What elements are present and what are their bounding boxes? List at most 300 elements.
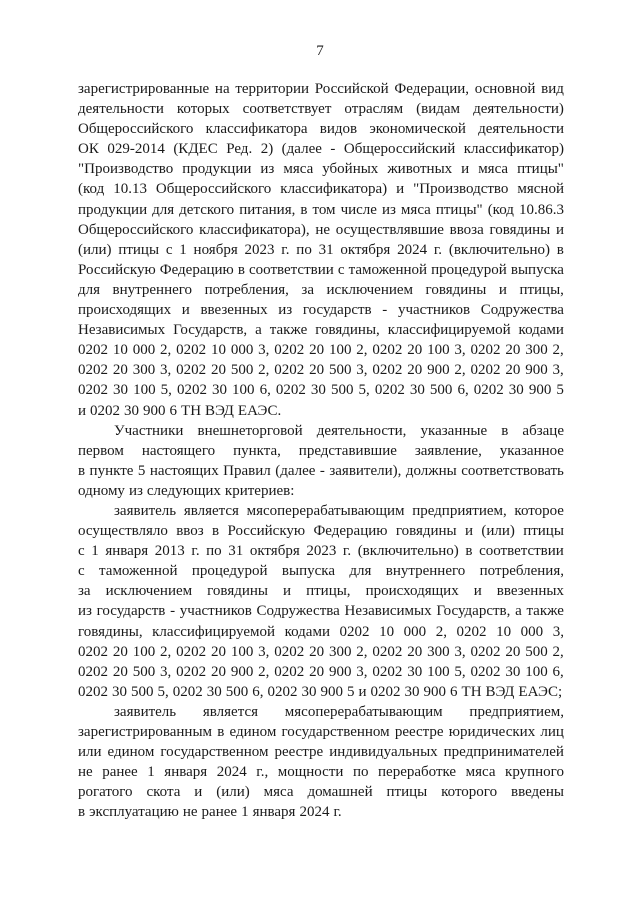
word: 0202 bbox=[372, 643, 403, 660]
word: 5, bbox=[454, 663, 466, 680]
word: 30 bbox=[409, 382, 425, 399]
text-line bbox=[78, 99, 564, 119]
word: юридических bbox=[448, 724, 536, 740]
word: птицы, bbox=[519, 281, 564, 298]
word: (далее bbox=[281, 141, 322, 158]
word: участников bbox=[397, 302, 471, 319]
word: исключением bbox=[326, 281, 414, 298]
word: мяса bbox=[263, 784, 294, 801]
word: и bbox=[283, 583, 292, 600]
word: участников bbox=[179, 603, 252, 620]
word: ноября bbox=[193, 241, 238, 258]
text-line bbox=[78, 642, 564, 662]
word: 6, bbox=[259, 382, 271, 399]
text-line bbox=[78, 260, 564, 280]
text-line bbox=[78, 320, 564, 340]
word: 2, bbox=[435, 623, 447, 640]
word: питания, bbox=[239, 201, 296, 218]
word: внешнеторговой bbox=[197, 422, 303, 439]
word: из bbox=[128, 482, 143, 499]
word: классификатора) bbox=[280, 181, 388, 198]
word: 2024 bbox=[299, 804, 330, 821]
word: а bbox=[515, 603, 522, 620]
word: по bbox=[352, 764, 369, 781]
word: 0202 bbox=[339, 623, 370, 640]
word: говядины bbox=[207, 583, 268, 600]
word: из bbox=[278, 302, 293, 319]
word: государств bbox=[302, 302, 372, 319]
word: видов bbox=[319, 121, 358, 138]
word: ЕАЭС. bbox=[237, 402, 282, 419]
word: 0202 bbox=[470, 342, 501, 359]
word: за bbox=[301, 281, 315, 298]
word: ввезенных bbox=[200, 302, 268, 319]
word: соответствии bbox=[479, 543, 564, 560]
word: 0202 bbox=[176, 362, 207, 379]
word: 0202 bbox=[372, 362, 403, 379]
text-line bbox=[78, 802, 564, 822]
word: 20 bbox=[309, 643, 325, 660]
word: 0202 bbox=[275, 382, 306, 399]
word: в bbox=[78, 804, 86, 821]
word: и bbox=[181, 302, 190, 319]
word: 20 bbox=[505, 362, 521, 379]
word: Российскую bbox=[227, 523, 306, 540]
word: 500 bbox=[225, 683, 249, 700]
word: кодами bbox=[518, 322, 564, 339]
word: Правил bbox=[223, 462, 271, 479]
word: и bbox=[555, 221, 564, 238]
word: ТН bbox=[461, 683, 482, 700]
word: соответствовать bbox=[461, 462, 564, 479]
word: Российскую bbox=[78, 261, 156, 278]
word: (или) bbox=[78, 241, 112, 258]
word: выпуска bbox=[281, 563, 335, 580]
word: г. bbox=[342, 543, 352, 560]
word: государственном bbox=[160, 744, 269, 761]
word: 0202 bbox=[176, 382, 207, 399]
text-line bbox=[78, 682, 564, 702]
word: числе bbox=[340, 201, 377, 218]
text-line bbox=[78, 421, 564, 441]
word: 5, bbox=[358, 382, 370, 399]
text-line bbox=[78, 179, 564, 199]
word: таможенной bbox=[99, 563, 178, 580]
word: 1 bbox=[241, 804, 249, 821]
word: 0202 bbox=[172, 683, 203, 700]
word: "Производство bbox=[413, 181, 509, 198]
word: том bbox=[312, 201, 336, 218]
text-line bbox=[78, 380, 564, 400]
word: ВЭД bbox=[485, 683, 515, 700]
word: с bbox=[165, 241, 173, 258]
word: 0202 bbox=[78, 382, 108, 399]
word: 3, bbox=[552, 362, 564, 379]
word: и bbox=[194, 784, 203, 801]
word: в bbox=[501, 422, 509, 439]
word: выпуска bbox=[510, 261, 564, 278]
page-number: 7 bbox=[316, 43, 324, 59]
word: 000 bbox=[132, 342, 156, 359]
word: 0202 bbox=[274, 342, 305, 359]
text-line bbox=[78, 139, 564, 159]
word: следующих bbox=[146, 482, 221, 499]
word: по bbox=[206, 543, 222, 560]
word: критериев: bbox=[224, 482, 295, 499]
word: 0202 bbox=[473, 382, 504, 399]
word: деятельности, bbox=[316, 422, 407, 439]
word: заявители), bbox=[329, 462, 402, 479]
word: 900 bbox=[525, 362, 548, 379]
word: из bbox=[260, 161, 275, 178]
word: ввоз bbox=[176, 523, 204, 540]
word: 0202 bbox=[176, 342, 207, 359]
word: 10 bbox=[210, 342, 226, 359]
word: 3, bbox=[258, 643, 270, 660]
word: для bbox=[152, 201, 175, 218]
text-line bbox=[78, 119, 564, 139]
word: 20 bbox=[112, 643, 128, 660]
word: (включительно) bbox=[448, 241, 550, 258]
word: отраслям bbox=[344, 101, 404, 118]
word: 300 bbox=[427, 643, 450, 660]
word: классификатора bbox=[205, 121, 308, 138]
word: Общероссийский bbox=[343, 141, 456, 158]
word: также bbox=[269, 322, 308, 339]
text-line bbox=[78, 762, 564, 782]
word: продукции bbox=[78, 201, 148, 218]
word: г. bbox=[333, 804, 342, 821]
word: 100 bbox=[132, 643, 156, 660]
word: ОК bbox=[78, 141, 99, 158]
word: классифицируемой bbox=[387, 322, 511, 339]
text-line bbox=[78, 159, 564, 179]
word: 20 bbox=[112, 663, 128, 680]
text-line bbox=[78, 200, 564, 220]
word: 0202 bbox=[274, 663, 305, 680]
word: 0202 bbox=[176, 663, 207, 680]
word: 300 bbox=[525, 342, 548, 359]
word: г. bbox=[281, 241, 290, 258]
word: едином bbox=[107, 744, 155, 761]
word: 029-2014 bbox=[107, 141, 165, 158]
word: исключением bbox=[105, 583, 193, 600]
text-line bbox=[78, 300, 564, 320]
text-line bbox=[78, 581, 564, 601]
word: 000 bbox=[230, 342, 254, 359]
text-line bbox=[78, 340, 564, 360]
word: 6, bbox=[552, 663, 564, 680]
word: внутреннего bbox=[112, 281, 193, 298]
word: Независимых bbox=[78, 322, 166, 339]
word: 000 bbox=[520, 623, 544, 640]
word: которого bbox=[441, 784, 498, 801]
word: Федерацию bbox=[159, 261, 234, 278]
word: указанные bbox=[420, 422, 488, 439]
word: 900 bbox=[143, 402, 166, 419]
word: 3, bbox=[258, 342, 270, 359]
word: 100 bbox=[427, 342, 450, 359]
word: 500 bbox=[328, 362, 352, 379]
word: 5 bbox=[137, 462, 146, 479]
word: 0202 bbox=[470, 663, 501, 680]
word: птицы bbox=[118, 241, 160, 258]
word: домашней bbox=[307, 784, 373, 801]
word: 500 bbox=[131, 683, 154, 700]
word: из bbox=[381, 201, 396, 218]
word: в bbox=[556, 241, 564, 258]
word: которых bbox=[176, 101, 230, 118]
word: 3, bbox=[160, 663, 172, 680]
word: реестре bbox=[394, 724, 444, 740]
word: потребления, bbox=[479, 563, 564, 580]
word: Общероссийского bbox=[155, 181, 272, 198]
word: и bbox=[396, 181, 405, 198]
word: по bbox=[296, 241, 312, 258]
word: 900 bbox=[320, 683, 343, 700]
word: 3, bbox=[454, 643, 466, 660]
word: Федерацию bbox=[313, 523, 388, 540]
word: 1 bbox=[91, 543, 99, 560]
word: 10 bbox=[112, 342, 128, 359]
word: 500 bbox=[132, 663, 156, 680]
word: Государств, bbox=[173, 322, 248, 339]
word: мяса bbox=[400, 201, 431, 218]
word: (код bbox=[78, 181, 105, 198]
word: 20 bbox=[407, 643, 423, 660]
word: процедурой bbox=[431, 261, 507, 278]
word: в bbox=[78, 462, 86, 479]
word: 30 bbox=[206, 683, 222, 700]
word: 31 bbox=[318, 241, 334, 258]
word: и bbox=[498, 281, 507, 298]
word: 100 bbox=[427, 663, 450, 680]
word: г. bbox=[191, 543, 200, 560]
text-line bbox=[78, 722, 564, 742]
word: 20 bbox=[309, 362, 325, 379]
word: для bbox=[349, 563, 372, 580]
word: 5, bbox=[157, 683, 169, 700]
word: 900 bbox=[423, 683, 447, 700]
word: 2023 bbox=[306, 543, 337, 560]
word: соответствует bbox=[242, 101, 332, 118]
word: не bbox=[182, 804, 198, 821]
word: не bbox=[315, 221, 331, 238]
word: 30 bbox=[505, 663, 521, 680]
word: (видам bbox=[416, 101, 461, 118]
word: (или) bbox=[216, 784, 250, 801]
word: января bbox=[164, 764, 208, 781]
word: Российской bbox=[314, 81, 389, 97]
word: (КДЕС bbox=[173, 141, 218, 158]
word: первом bbox=[78, 442, 124, 459]
word: 1 bbox=[179, 241, 187, 258]
word: 30 bbox=[124, 402, 140, 419]
word: предприятием, bbox=[412, 502, 507, 519]
word: представившие bbox=[298, 442, 397, 459]
word: 2, bbox=[160, 643, 172, 660]
text-line bbox=[78, 240, 564, 260]
word: мяса bbox=[478, 161, 509, 178]
word: и bbox=[78, 402, 87, 419]
word: (далее bbox=[275, 462, 316, 479]
word: - bbox=[170, 603, 176, 620]
word: происходящих bbox=[365, 583, 459, 600]
text-line bbox=[78, 401, 564, 421]
word: эксплуатацию bbox=[89, 804, 179, 821]
word: 20 bbox=[505, 643, 521, 660]
word: 0202 bbox=[176, 643, 207, 660]
word: зарегистрированным bbox=[78, 724, 213, 740]
word: 0202 bbox=[78, 362, 108, 379]
word: 0202 bbox=[274, 643, 305, 660]
word: деятельности bbox=[478, 121, 564, 138]
word: 100 bbox=[232, 382, 255, 399]
text-line bbox=[78, 79, 564, 99]
word: территории bbox=[235, 81, 309, 97]
word: января bbox=[252, 804, 296, 821]
word: классификатор) bbox=[463, 141, 564, 158]
word: в bbox=[465, 543, 473, 560]
word: ЕАЭС; bbox=[518, 683, 563, 700]
word: ввоза bbox=[449, 221, 484, 238]
word: потребления, bbox=[204, 281, 289, 298]
document-body bbox=[78, 79, 564, 822]
word: 0202 bbox=[372, 342, 403, 359]
word: 2, bbox=[258, 663, 270, 680]
text-line bbox=[78, 662, 564, 682]
word: мяса bbox=[283, 161, 314, 178]
word: 20 bbox=[407, 362, 423, 379]
word: говядины, bbox=[78, 623, 143, 640]
word: 0202 bbox=[374, 382, 405, 399]
word: 30 bbox=[113, 382, 129, 399]
word: ранее bbox=[201, 804, 238, 821]
word: настоящего bbox=[141, 442, 216, 459]
word: государств bbox=[96, 603, 166, 620]
word: октября bbox=[340, 241, 391, 258]
word: 2023 bbox=[244, 241, 275, 258]
word: переработке bbox=[378, 764, 457, 781]
word: зарегистрированные bbox=[78, 81, 210, 97]
word: 500 bbox=[429, 382, 453, 399]
word: 30 bbox=[404, 683, 420, 700]
word: 0202 bbox=[267, 683, 298, 700]
word: птицы, bbox=[306, 583, 351, 600]
word: таможенной bbox=[348, 261, 428, 278]
word: экономической bbox=[369, 121, 466, 138]
word: 500 bbox=[525, 643, 548, 660]
word: и bbox=[358, 683, 367, 700]
word: 0202 bbox=[456, 623, 487, 640]
word: деятельности bbox=[78, 101, 164, 118]
word: заявитель bbox=[114, 703, 177, 720]
word: абзаце bbox=[522, 422, 564, 439]
word: 5 bbox=[347, 683, 355, 700]
word: 30 bbox=[301, 683, 317, 700]
word: птицы" bbox=[517, 161, 564, 178]
word: настоящих bbox=[149, 462, 219, 479]
word: происходящих bbox=[78, 302, 172, 319]
word: с bbox=[337, 261, 345, 278]
word: мощности bbox=[277, 764, 344, 781]
word: индивидуальных bbox=[329, 744, 438, 761]
word: 30 bbox=[112, 683, 127, 700]
word: 30 bbox=[211, 382, 227, 399]
word: 30 bbox=[310, 382, 326, 399]
word: которое bbox=[514, 502, 564, 519]
word: 100 bbox=[328, 342, 352, 359]
word: Ред. bbox=[226, 141, 253, 158]
word: 0202 bbox=[274, 362, 305, 379]
word: внутреннего bbox=[385, 563, 466, 580]
word: указанное bbox=[499, 442, 564, 459]
word: и bbox=[473, 583, 482, 600]
text-line bbox=[78, 561, 564, 581]
text-line bbox=[78, 501, 564, 521]
text-line bbox=[78, 441, 564, 461]
word: 2024 bbox=[397, 241, 428, 258]
word: и bbox=[461, 161, 470, 178]
word: говядины bbox=[489, 221, 551, 238]
word: говядины bbox=[425, 281, 487, 298]
word: 20 bbox=[112, 362, 128, 379]
word: 3, bbox=[454, 342, 466, 359]
word: с bbox=[78, 563, 85, 580]
word: пункта, bbox=[233, 442, 281, 459]
word: 900 bbox=[427, 362, 450, 379]
word: 0202 bbox=[370, 683, 401, 700]
word: едином bbox=[229, 724, 277, 740]
word: за bbox=[78, 583, 91, 600]
word: детского bbox=[179, 201, 235, 218]
word: 20 bbox=[309, 342, 325, 359]
word: 0202 bbox=[470, 643, 501, 660]
word: 000 bbox=[403, 623, 427, 640]
text-line bbox=[78, 280, 564, 300]
word: предпринимателей bbox=[443, 744, 564, 761]
text-line bbox=[78, 702, 564, 722]
word: классификатора), bbox=[199, 221, 310, 238]
word: 100 bbox=[230, 643, 254, 660]
word: - bbox=[319, 462, 325, 479]
word: осуществлявшие bbox=[335, 221, 444, 238]
word: мясной bbox=[517, 181, 564, 198]
word: 2) bbox=[260, 141, 274, 158]
word: 30 bbox=[407, 663, 423, 680]
word: животных bbox=[387, 161, 453, 178]
word: 3, bbox=[552, 623, 564, 640]
word: 2, bbox=[356, 643, 368, 660]
word: ТН bbox=[181, 402, 202, 419]
word: предприятием, bbox=[469, 703, 564, 720]
word: 2, bbox=[552, 342, 564, 359]
word: мясоперерабатывающим bbox=[284, 703, 443, 720]
word: лиц bbox=[540, 724, 564, 740]
word: ранее bbox=[102, 764, 138, 781]
word: - bbox=[330, 141, 336, 158]
word: одному bbox=[78, 482, 125, 499]
word: продукции bbox=[182, 161, 252, 178]
word: января bbox=[105, 543, 149, 560]
word: Общероссийского bbox=[78, 221, 194, 238]
word: 0202 bbox=[78, 643, 108, 660]
word: 100 bbox=[133, 382, 156, 399]
word: 10 bbox=[496, 623, 512, 640]
word: для bbox=[78, 281, 101, 298]
word: г., bbox=[256, 764, 269, 781]
text-line bbox=[78, 742, 564, 762]
